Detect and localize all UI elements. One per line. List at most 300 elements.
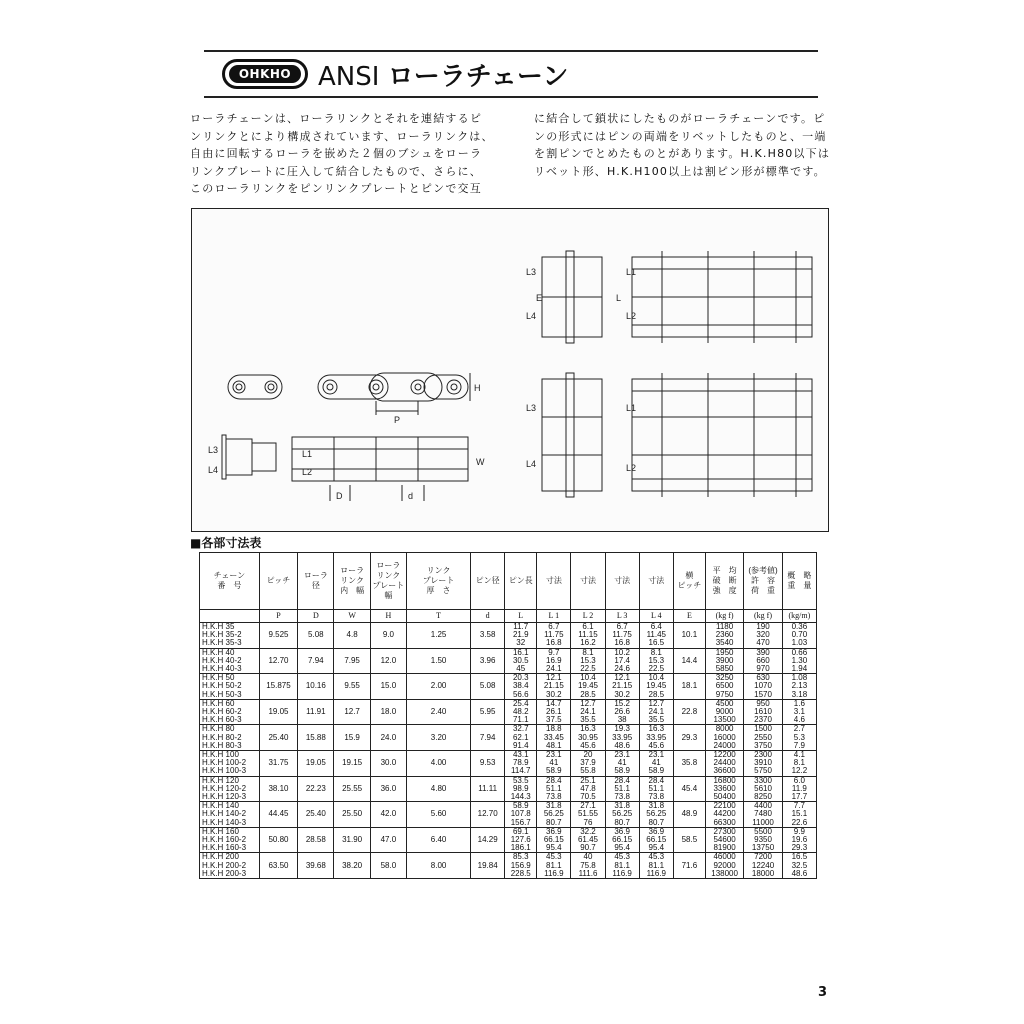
cell-value: 31.8	[537, 802, 571, 811]
column-symbol: H	[370, 610, 406, 623]
table-row	[200, 836, 817, 844]
cell-T	[407, 639, 471, 648]
cell-value: 15.2	[605, 699, 639, 708]
cell-value: 8.1	[782, 759, 816, 767]
cell-W	[334, 623, 370, 632]
cell-value: 33.95	[639, 734, 673, 742]
cell-value: 18.8	[537, 725, 571, 734]
cell-E	[673, 665, 705, 674]
cell-T	[407, 716, 471, 725]
column-symbol: L 2	[571, 610, 605, 623]
cell-value: 36.9	[605, 827, 639, 836]
cell-value: 4.1	[782, 751, 816, 760]
cell-value: 10.2	[605, 648, 639, 657]
cell-d: 5.95	[471, 708, 505, 716]
cell-P	[259, 691, 297, 700]
cell-P: 15.875	[259, 682, 297, 690]
cell-value: 56.25	[639, 810, 673, 818]
roller-chain-sideview	[318, 373, 470, 415]
cell-value: 50400	[705, 793, 743, 802]
cell-W: 4.8	[334, 631, 370, 639]
chain-model: H.K.H 60	[200, 699, 260, 708]
cell-value: 12200	[705, 751, 743, 760]
cell-value: 26.6	[605, 708, 639, 716]
cell-value: 15.1	[782, 810, 816, 818]
cell-value: 24400	[705, 759, 743, 767]
cell-D	[298, 827, 334, 836]
label-L1: L1	[626, 267, 637, 277]
cell-P	[259, 742, 297, 751]
cell-P: 9.525	[259, 631, 297, 639]
cell-value: 28.5	[639, 691, 673, 700]
cell-D	[298, 853, 334, 862]
cell-E	[673, 853, 705, 862]
cell-value: 91.4	[505, 742, 537, 751]
cell-value: 2300	[744, 751, 782, 760]
column-header: 寸法	[639, 553, 673, 610]
cell-value: 38.4	[505, 682, 537, 690]
logo-text: OHKHO	[229, 65, 301, 83]
label-E: E	[536, 293, 543, 303]
cell-H: 47.0	[370, 836, 406, 844]
cell-T	[407, 844, 471, 853]
cell-value: 6.0	[782, 776, 816, 785]
cell-value: 6.7	[537, 623, 571, 632]
cell-value: 29.3	[782, 844, 816, 853]
column-symbol: L 1	[537, 610, 571, 623]
chain-model: H.K.H 140	[200, 802, 260, 811]
cell-D	[298, 691, 334, 700]
cell-D: 7.94	[298, 657, 334, 665]
cell-H	[370, 742, 406, 751]
cell-value: 11.75	[605, 631, 639, 639]
cell-d: 9.53	[471, 759, 505, 767]
cell-value: 58.9	[537, 767, 571, 776]
title-jp: ローラチェーン	[387, 61, 569, 92]
label-W: W	[476, 457, 485, 467]
cell-P: 31.75	[259, 759, 297, 767]
header-symbol-row	[200, 610, 817, 623]
cell-d: 7.94	[471, 734, 505, 742]
cell-value: 22.5	[639, 665, 673, 674]
cell-W	[334, 725, 370, 734]
cell-value: 22100	[705, 802, 743, 811]
column-header: 横 ピッチ	[673, 553, 705, 610]
cell-P: 50.80	[259, 836, 297, 844]
cell-D	[298, 776, 334, 785]
title-latin: ANSI	[318, 61, 380, 92]
cell-value: 5750	[744, 767, 782, 776]
cell-value: 1070	[744, 682, 782, 690]
cell-P	[259, 819, 297, 828]
cell-E	[673, 623, 705, 632]
cell-value: 24000	[705, 742, 743, 751]
cell-value: 43.1	[505, 751, 537, 760]
cell-D	[298, 819, 334, 828]
cell-value: 48.1	[537, 742, 571, 751]
cell-T	[407, 648, 471, 657]
table-row	[200, 665, 817, 674]
column-symbol: (kg f)	[705, 610, 743, 623]
cell-T	[407, 674, 471, 683]
cell-value: 390	[744, 648, 782, 657]
cell-value: 56.6	[505, 691, 537, 700]
cell-value: 12240	[744, 862, 782, 870]
chain-model: H.K.H 60-2	[200, 708, 260, 716]
cell-value: 28.4	[605, 776, 639, 785]
chain-model: H.K.H 35	[200, 623, 260, 632]
cell-value: 81.1	[639, 862, 673, 870]
cell-value: 16.5	[639, 639, 673, 648]
column-symbol: d	[471, 610, 505, 623]
chain-model: H.K.H 100-2	[200, 759, 260, 767]
cell-value: 90.7	[571, 844, 605, 853]
label-d: d	[408, 491, 414, 501]
cell-value: 16800	[705, 776, 743, 785]
cell-value: 33.45	[537, 734, 571, 742]
cell-value: 0.36	[782, 623, 816, 632]
cell-value: 3.1	[782, 708, 816, 716]
cell-W	[334, 751, 370, 760]
chain-model: H.K.H 35-3	[200, 639, 260, 648]
chain-diagram	[192, 209, 828, 531]
intro-line: このローラリンクをピンリンクプレートとピンで交互	[190, 182, 482, 196]
cell-D: 15.88	[298, 734, 334, 742]
cell-value: 58.9	[605, 767, 639, 776]
cell-H	[370, 767, 406, 776]
cell-value: 11000	[744, 819, 782, 828]
cell-value: 81900	[705, 844, 743, 853]
cell-value: 46000	[705, 853, 743, 862]
chain-model: H.K.H 120-2	[200, 785, 260, 793]
cell-value: 320	[744, 631, 782, 639]
cell-T: 4.00	[407, 759, 471, 767]
cell-value: 16.3	[639, 725, 673, 734]
cell-P	[259, 623, 297, 632]
chain-model: H.K.H 80	[200, 725, 260, 734]
cell-H	[370, 751, 406, 760]
table-body	[200, 623, 817, 879]
cell-value: 16.1	[505, 648, 537, 657]
cell-E: 29.3	[673, 734, 705, 742]
table-row	[200, 623, 817, 632]
cell-value: 5850	[705, 665, 743, 674]
cell-E	[673, 674, 705, 683]
cell-value: 9350	[744, 836, 782, 844]
cell-value: 22.5	[571, 665, 605, 674]
cell-value: 45.3	[639, 853, 673, 862]
cell-T: 6.40	[407, 836, 471, 844]
cell-value: 1180	[705, 623, 743, 632]
table-row	[200, 810, 817, 818]
cell-value: 14.7	[537, 699, 571, 708]
cell-H	[370, 776, 406, 785]
cell-value: 53.5	[505, 776, 537, 785]
cell-value: 2370	[744, 716, 782, 725]
cell-H	[370, 648, 406, 657]
cell-value: 24.6	[605, 665, 639, 674]
cell-P	[259, 665, 297, 674]
chain-model: H.K.H 80-3	[200, 742, 260, 751]
cell-E	[673, 716, 705, 725]
cell-E	[673, 639, 705, 648]
table-row	[200, 691, 817, 700]
cell-value: 78.9	[505, 759, 537, 767]
cell-value: 12.7	[571, 699, 605, 708]
cell-value: 8.1	[639, 648, 673, 657]
cell-value: 19.45	[571, 682, 605, 690]
cell-d: 5.08	[471, 682, 505, 690]
cell-P	[259, 648, 297, 657]
cell-value: 28.5	[571, 691, 605, 700]
cell-value: 116.9	[605, 870, 639, 879]
cell-W	[334, 648, 370, 657]
cell-H	[370, 870, 406, 879]
cell-value: 21.9	[505, 631, 537, 639]
cell-T	[407, 802, 471, 811]
cell-value: 11.75	[537, 631, 571, 639]
cell-d: 12.70	[471, 810, 505, 818]
cell-value: 51.55	[571, 810, 605, 818]
chain-model: H.K.H 200-2	[200, 862, 260, 870]
cell-T	[407, 767, 471, 776]
cell-E	[673, 648, 705, 657]
cell-value: 12.1	[537, 674, 571, 683]
table-row	[200, 751, 817, 760]
cell-W: 12.7	[334, 708, 370, 716]
cell-value: 95.4	[537, 844, 571, 853]
column-symbol: (kg f)	[744, 610, 782, 623]
cell-d	[471, 793, 505, 802]
label-L3: L3	[526, 403, 537, 413]
cell-value: 4.6	[782, 716, 816, 725]
table-row	[200, 682, 817, 690]
cell-H	[370, 674, 406, 683]
cell-value: 30.95	[571, 734, 605, 742]
cell-value: 12.2	[782, 767, 816, 776]
cell-value: 16.8	[537, 639, 571, 648]
table-row	[200, 716, 817, 725]
cell-D	[298, 725, 334, 734]
cell-D	[298, 793, 334, 802]
cell-value: 45	[505, 665, 537, 674]
cell-D: 28.58	[298, 836, 334, 844]
cell-H: 30.0	[370, 759, 406, 767]
chain-model: H.K.H 200-3	[200, 870, 260, 879]
table-row	[200, 819, 817, 828]
column-symbol: L 4	[639, 610, 673, 623]
cell-value: 116.9	[639, 870, 673, 879]
cell-value: 1500	[744, 725, 782, 734]
table-row	[200, 639, 817, 648]
cell-d: 3.58	[471, 631, 505, 639]
cell-value: 3910	[744, 759, 782, 767]
dimension-table	[199, 552, 817, 879]
cell-value: 35.5	[571, 716, 605, 725]
cell-P: 44.45	[259, 810, 297, 818]
cell-value: 44200	[705, 810, 743, 818]
intro-line: 自由に回転するローラを嵌めた２個のブシュをローラ	[190, 147, 483, 161]
cell-value: 17.7	[782, 793, 816, 802]
cell-value: 21.15	[605, 682, 639, 690]
cell-D	[298, 767, 334, 776]
cell-value: 15.3	[571, 657, 605, 665]
cell-value: 55.8	[571, 767, 605, 776]
cell-value: 54600	[705, 836, 743, 844]
cell-value: 45.6	[571, 742, 605, 751]
cell-value: 66.15	[639, 836, 673, 844]
cell-D: 5.08	[298, 631, 334, 639]
cell-E	[673, 793, 705, 802]
label-L3: L3	[208, 445, 219, 455]
cell-value: 32.5	[782, 862, 816, 870]
intro-left-column	[190, 110, 500, 198]
cell-value: 8.1	[571, 648, 605, 657]
cell-W: 15.9	[334, 734, 370, 742]
cell-P	[259, 870, 297, 879]
chain-model: H.K.H 120-3	[200, 793, 260, 802]
cell-d	[471, 648, 505, 657]
cell-value: 5.3	[782, 734, 816, 742]
cell-T: 1.25	[407, 631, 471, 639]
cell-E: 71.6	[673, 862, 705, 870]
table-row	[200, 759, 817, 767]
cell-d	[471, 691, 505, 700]
column-header: 概 略 重 量	[782, 553, 816, 610]
column-header: ピッチ	[259, 553, 297, 610]
cell-value: 156.9	[505, 862, 537, 870]
intro-line: リベット形、H.K.H100以上は割ピン形が標準です。	[534, 164, 826, 178]
cell-value: 26.1	[537, 708, 571, 716]
label-L4: L4	[526, 311, 537, 321]
cell-value: 12.1	[605, 674, 639, 683]
cell-D	[298, 751, 334, 760]
cell-E	[673, 819, 705, 828]
cell-H	[370, 844, 406, 853]
cell-H: 9.0	[370, 631, 406, 639]
cell-W: 25.50	[334, 810, 370, 818]
chain-dimension-figure	[191, 208, 829, 532]
cell-H	[370, 691, 406, 700]
cell-T: 4.80	[407, 785, 471, 793]
cell-value: 6.4	[639, 623, 673, 632]
cell-d	[471, 623, 505, 632]
column-header: ローラ リンク プレート 幅	[370, 553, 406, 610]
cell-value: 38	[605, 716, 639, 725]
cell-value: 6.7	[605, 623, 639, 632]
cell-d	[471, 716, 505, 725]
cell-value: 23.1	[639, 751, 673, 760]
cell-value: 40	[571, 853, 605, 862]
cell-value: 80.7	[605, 819, 639, 828]
cell-H	[370, 827, 406, 836]
cell-P	[259, 725, 297, 734]
table-row	[200, 844, 817, 853]
cell-T: 8.00	[407, 862, 471, 870]
cell-value: 80.7	[537, 819, 571, 828]
double-strand-topview	[542, 251, 812, 343]
cell-H	[370, 623, 406, 632]
cell-value: 1.08	[782, 674, 816, 683]
cell-value: 56.25	[537, 810, 571, 818]
cell-value: 0.70	[782, 631, 816, 639]
chain-model: H.K.H 60-3	[200, 716, 260, 725]
cell-value: 2.7	[782, 725, 816, 734]
cell-value: 0.66	[782, 648, 816, 657]
cell-H	[370, 725, 406, 734]
cell-value: 3.18	[782, 691, 816, 700]
cell-H	[370, 853, 406, 862]
label-L1: L1	[626, 403, 637, 413]
cell-value: 9.9	[782, 827, 816, 836]
cell-value: 19.6	[782, 836, 816, 844]
table-row	[200, 853, 817, 862]
cell-d	[471, 802, 505, 811]
table-row	[200, 785, 817, 793]
cell-E	[673, 691, 705, 700]
cell-d	[471, 665, 505, 674]
cell-value: 35.5	[639, 716, 673, 725]
label-L4: L4	[208, 465, 219, 475]
cell-value: 16.8	[605, 639, 639, 648]
cell-W	[334, 699, 370, 708]
cell-value: 24.1	[639, 708, 673, 716]
cell-value: 7.7	[782, 802, 816, 811]
cell-T	[407, 870, 471, 879]
cell-T	[407, 819, 471, 828]
cell-value: 3300	[744, 776, 782, 785]
table-row	[200, 862, 817, 870]
cell-value: 85.3	[505, 853, 537, 862]
chain-model: H.K.H 50	[200, 674, 260, 683]
triple-strand-topview	[542, 373, 812, 497]
cell-D	[298, 665, 334, 674]
cell-value: 10.4	[571, 674, 605, 683]
cell-E	[673, 767, 705, 776]
cell-d	[471, 742, 505, 751]
cell-H: 42.0	[370, 810, 406, 818]
cell-T	[407, 665, 471, 674]
cell-H: 12.0	[370, 657, 406, 665]
cell-E: 10.1	[673, 631, 705, 639]
cell-E: 18.1	[673, 682, 705, 690]
cell-W: 9.55	[334, 682, 370, 690]
label-L: L	[616, 293, 622, 303]
cell-P	[259, 776, 297, 785]
column-symbol: E	[673, 610, 705, 623]
chain-model: H.K.H 120	[200, 776, 260, 785]
cell-P	[259, 699, 297, 708]
cell-value: 37.5	[537, 716, 571, 725]
cell-P: 12.70	[259, 657, 297, 665]
chain-model: H.K.H 80-2	[200, 734, 260, 742]
column-symbol: L	[505, 610, 537, 623]
cell-value: 2550	[744, 734, 782, 742]
title-underline	[204, 96, 818, 98]
cell-T	[407, 691, 471, 700]
cell-value: 6500	[705, 682, 743, 690]
label-P: P	[394, 415, 401, 425]
column-header: 寸法	[571, 553, 605, 610]
cell-value: 45.3	[605, 853, 639, 862]
cell-value: 156.7	[505, 819, 537, 828]
table-row	[200, 802, 817, 811]
table-row	[200, 827, 817, 836]
table-row	[200, 776, 817, 785]
cell-value: 114.7	[505, 767, 537, 776]
cell-W: 31.90	[334, 836, 370, 844]
chain-model: H.K.H 200	[200, 853, 260, 862]
